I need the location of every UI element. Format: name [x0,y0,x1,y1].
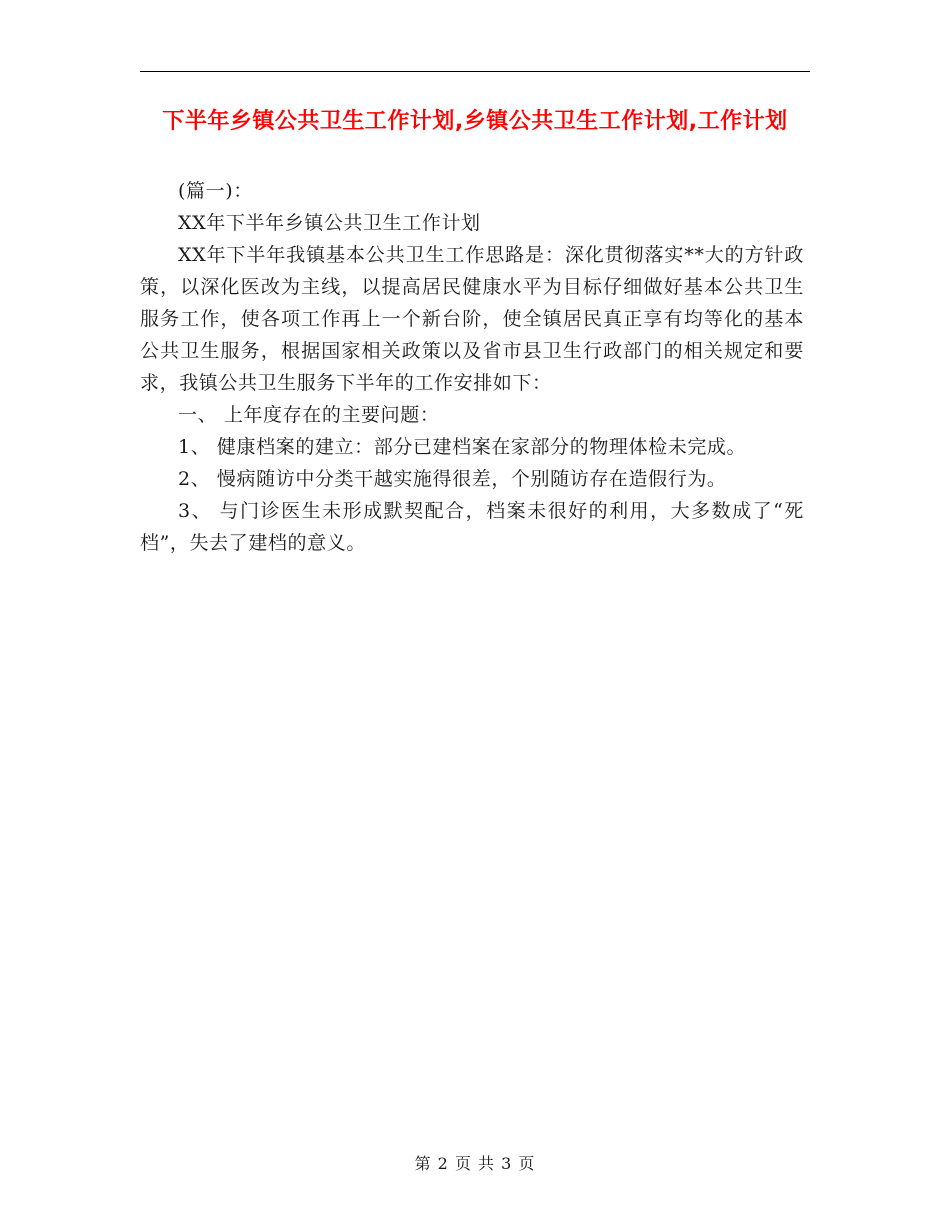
plan-subtitle: XX年下半年乡镇公共卫生工作计划 [178,212,481,234]
document-title: 下半年乡镇公共卫生工作计划,乡镇公共卫生工作计划,工作计划 [162,109,788,134]
problem-item-2: 2、 慢病随访中分类干越实施得很差，个别随访存在造假行为。 [178,468,727,490]
problems-heading: 一、 上年度存在的主要问题： [178,404,440,426]
section-label: (篇一)： [178,180,253,202]
page-number: 第 2 页 共 3 页 [414,1154,536,1173]
header-rule [140,71,810,72]
intro-paragraph: XX年下半年我镇基本公共卫生工作思路是：深化贯彻落实**大的方针政策，以深化医改为主线，以提高居民健康水平为目标仔细做好基本公共卫生服务工作，使各项工作再上一个新台阶，使全镇居民真正享有均等化的基本公共卫生服务，根据国家相关政策以及省市县卫生行政部门的相关规定和要求，我镇公共卫生服务下半年的工作安排如下： [140,244,804,394]
problem-item-1: 1、 健康档案的建立：部分已建档案在家部分的物理体检未完成。 [178,436,747,458]
problem-item-3: 3、 与门诊医生未形成默契配合，档案未很好的利用，大多数成了“死档”，失去了建档的意义。 [140,500,804,554]
document-body [140,175,804,559]
